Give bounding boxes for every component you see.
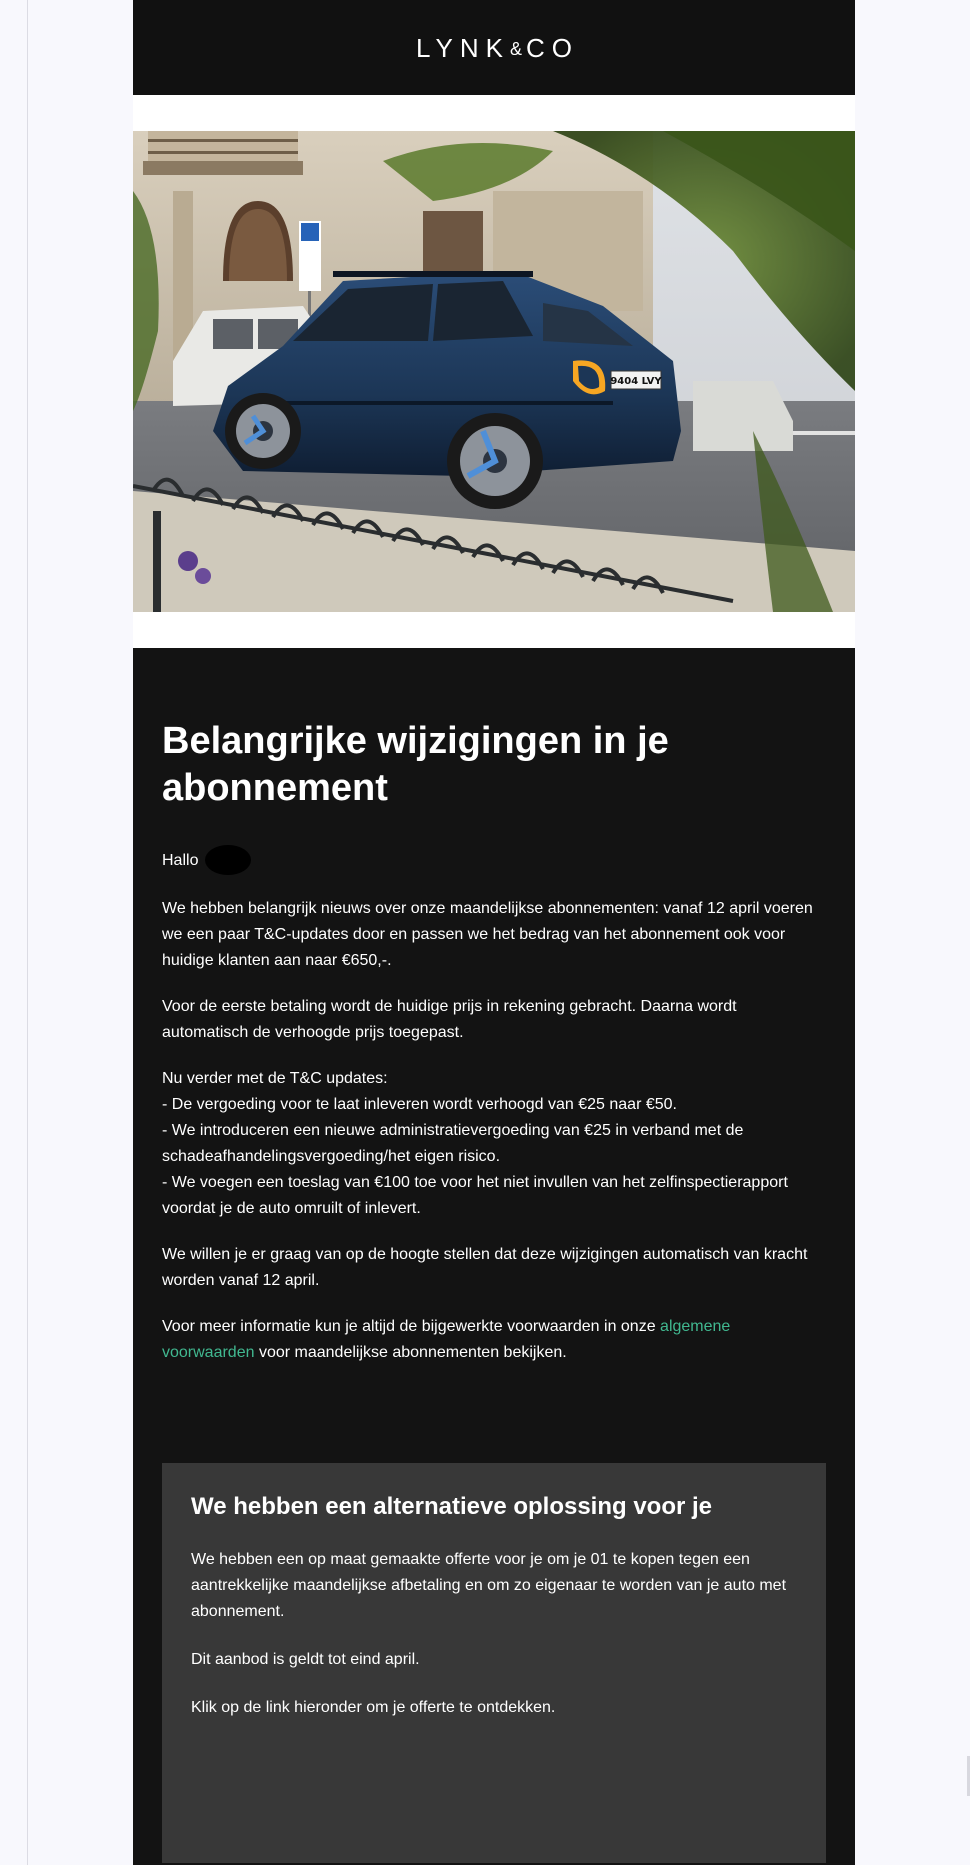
- tc-update-item: - De vergoeding voor te laat inleveren wordt verhoogd van €25 naar €50.: [162, 1096, 677, 1113]
- greeting-text: Hallo: [162, 852, 199, 870]
- general-terms-link[interactable]: algemene voorwaarden: [162, 1318, 731, 1361]
- info-paragraph: [162, 1314, 826, 1366]
- offer-title: We hebben een alternatieve oplossing voor je: [191, 1493, 713, 1520]
- tc-updates-list: [162, 1066, 826, 1222]
- first-payment-paragraph: Voor de eerste betaling wordt de huidige prijs in rekening gebracht. Daarna wordt automatisch de verhoogde prijs toegepast.: [162, 998, 737, 1041]
- info-text-after: voor maandelijkse abonnementen bekijken.: [254, 1344, 567, 1361]
- mail-pane-divider: [27, 0, 28, 1865]
- automatic-note-paragraph: We willen je er graag van op de hoogte stellen dat deze wijzigingen automatisch van kracht worden vanaf 12 april.: [162, 1246, 808, 1289]
- hero-car-illustration: [133, 131, 855, 612]
- offer-cta-text: Klik op de link hieronder om je offerte te ontdekken.: [191, 1699, 556, 1716]
- license-plate: 9404 LVY: [610, 376, 662, 387]
- info-text-before: Voor meer informatie kun je altijd de bijgewerkte voorwaarden in onze: [162, 1318, 661, 1335]
- logo-main: LYNK: [415, 32, 510, 63]
- offer-validity: Dit aanbod is geldt tot eind april.: [191, 1651, 420, 1668]
- email-body: [133, 0, 855, 1865]
- offer-box: [162, 1463, 826, 1863]
- email-headline: Belangrijke wijzigingen in je abonnement: [162, 720, 669, 809]
- email-content: [133, 648, 855, 1865]
- greeting: [162, 846, 826, 876]
- price-update-paragraph: We hebben belangrijk nieuws over onze maandelijkse abonnementen: vanaf 12 april voeren we een paar T&C-updates door en passen we het bedrag van het abonnement ook voor huidige klanten aan naar €650,-.: [162, 900, 813, 969]
- lynk-co-logo[interactable]: [409, 32, 579, 63]
- logo-amp: &: [509, 38, 526, 59]
- redacted-name: [205, 845, 251, 875]
- offer-paragraph: We hebben een op maat gemaakte offerte voor je om je 01 te kopen tegen een aantrekkelijke maandelijkse afbetaling en om zo eigenaar te worden van je auto met abonnement.: [191, 1551, 787, 1620]
- logo-tail: CO: [526, 32, 579, 63]
- tc-update-item: - We introduceren een nieuwe administratievergoeding van €25 in verband met de schadeafhandelingsvergoeding/het eigen risico.: [162, 1122, 744, 1165]
- tc-updates-intro: Nu verder met de T&C updates:: [162, 1070, 388, 1087]
- hero-spacer: [133, 612, 855, 648]
- email-header: [133, 0, 855, 95]
- header-spacer: [133, 95, 855, 131]
- hero-image: [133, 131, 855, 612]
- tc-update-item: - We voegen een toeslag van €100 toe voor het niet invullen van het zelfinspectierapport voordat je de auto omruilt of inlevert.: [162, 1174, 788, 1217]
